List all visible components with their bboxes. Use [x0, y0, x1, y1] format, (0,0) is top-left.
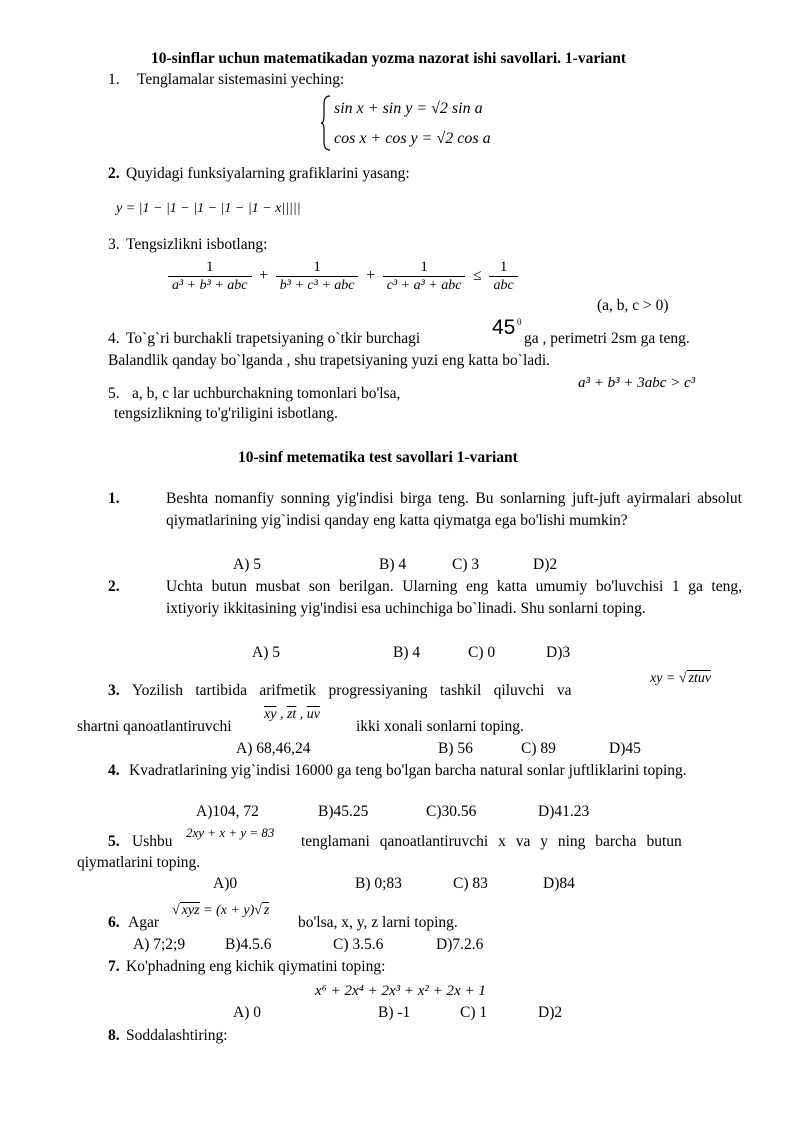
test-q1-option-a: A) 5	[233, 556, 261, 573]
written-q1-text: Tenglamalar sistemasini yeching:	[137, 71, 345, 88]
test-q7-option-c: C) 1	[460, 1004, 488, 1021]
test-q1-number: 1.	[108, 490, 120, 507]
fraction-4: $\frac{1}{\text{abc}}$	[489, 258, 517, 295]
less-equal-sign: ≤	[469, 267, 486, 285]
test-q7-number: 7.	[108, 958, 120, 975]
test-q2-number: 2.	[108, 578, 120, 595]
test-title: 10-sinf metematika test savollari 1-variant	[238, 449, 518, 466]
test-q3-formula: xy = √ ztuv	[650, 671, 712, 686]
test-q6-text-1: Agar	[128, 914, 159, 931]
test-q4-number: 4.	[108, 762, 120, 779]
test-q5-formula: 2xy + x + y = 83	[186, 825, 275, 840]
written-q1-number: 1.	[108, 71, 120, 88]
test-q3-text-1: Yozilish tartibida arifmetik progressiyaning tashkil qiluvchi va	[132, 682, 572, 699]
fraction-1: $\frac{1}{\text{a³ + b³ + abc}}$	[168, 258, 252, 295]
written-q4-text-2: ga , perimetri 2sm ga teng.	[524, 330, 690, 347]
test-q6-formula: √ xyz = (x + y)√ z	[172, 903, 270, 918]
test-q5-text-2b: qiymatlarini toping.	[77, 854, 201, 871]
test-q7-option-b: B) -1	[378, 1004, 411, 1021]
test-q1-option-c: C) 3	[452, 556, 480, 573]
test-q7-formula: x⁶ + 2x⁴ + 2x³ + x² + 2x + 1	[315, 983, 486, 999]
test-q5-option-b: B) 0;83	[355, 875, 402, 892]
test-q3-text-2a: shartni qanoatlantiruvchi	[77, 718, 232, 735]
test-q6-option-b: B)4.5.6	[225, 936, 272, 953]
test-q6-option-a: A) 7;2;9	[133, 936, 186, 953]
written-q5-text-2: tengsizlikning to'g'riligini isbotlang.	[114, 405, 338, 422]
test-q1-option-b: B) 4	[379, 556, 407, 573]
test-q4-option-a: A)104, 72	[196, 803, 259, 820]
test-q2-option-b: B) 4	[393, 644, 421, 661]
plus-sign: +	[362, 267, 379, 285]
written-q3-number: 3.	[108, 236, 120, 253]
test-q4-option-c: C)30.56	[426, 803, 477, 820]
test-q4-text: Kvadratlarining yig`indisi 16000 ga teng bo'lgan barcha natural sonlar juftliklarini toping.	[129, 762, 687, 779]
fraction-2: $\frac{1}{\text{b³ + c³ + abc}}$	[276, 258, 359, 295]
test-q2-option-a: A) 5	[252, 644, 280, 661]
test-q7-text: Ko'phadning eng kichik qiymatini toping:	[126, 958, 386, 975]
written-q5-text-1: a, b, c lar uchburchakning tomonlari bo'lsa,	[132, 385, 401, 402]
test-q7-option-d: D)2	[538, 1004, 563, 1021]
test-q4-option-b: B)45.25	[318, 803, 369, 820]
test-q1-text: Beshta nomanfiy sonning yig'indisi birga teng. Bu sonlarning juft-juft ayirmalari absolut qiymatlarining yig`indisi qanday eng katta qiymatga ega bo'lishi mumkin?	[166, 490, 742, 529]
plus-sign: +	[255, 267, 272, 285]
test-q6-number: 6.	[108, 914, 120, 931]
system-equation-2: cos x + cos y = √2 cos a	[334, 130, 491, 147]
nested-abs-formula: y = |1 − |1 − |1 − |1 − |1 − x|||||	[116, 201, 301, 216]
test-q3-option-c: C) 89	[521, 740, 556, 757]
written-q3-text: Tengsizlikni isbotlang:	[126, 236, 268, 253]
test-q5-text-2a: tenglamani qanoatlantiruvchi x va y ning barcha butun	[301, 833, 682, 850]
test-q5-text-1: Ushbu	[132, 833, 173, 850]
angle-value: 45	[492, 316, 516, 339]
inequality-formula	[168, 258, 518, 295]
written-q2-number: 2.	[108, 165, 120, 182]
test-q3-option-d: D)45	[609, 740, 641, 757]
written-q4-text-1: To`g`ri burchakli trapetsiyaning o`tkir burchagi	[126, 330, 421, 347]
test-q2-option-d: D)3	[546, 644, 571, 661]
test-q2-option-c: C) 0	[468, 644, 496, 661]
written-q4-text-3: Balandlik qanday bo`lganda , shu trapetsiyaning yuzi eng katta bo`ladi.	[108, 352, 551, 369]
fraction-3: $\frac{1}{\text{c³ + a³ + abc}}$	[383, 258, 466, 295]
written-q2-text: Quyidagi funksiyalarning grafiklarini yasang:	[126, 165, 410, 182]
test-q3-option-b: B) 56	[438, 740, 473, 757]
inequality-condition: (a, b, c > 0)	[597, 297, 669, 314]
test-q8-text: Soddalashtiring:	[126, 1027, 228, 1044]
triangle-inequality-formula: a³ + b³ + 3abc > c³	[578, 375, 696, 391]
test-q7-option-a: A) 0	[233, 1004, 261, 1021]
test-q5-number: 5.	[108, 833, 120, 850]
test-q6-option-d: D)7.2.6	[436, 936, 484, 953]
test-q3-number: 3.	[108, 682, 120, 699]
page-title: 10-sinflar uchun matematikadan yozma nazorat ishi savollari. 1-variant	[151, 50, 627, 67]
system-brace	[320, 94, 332, 152]
test-q6-text-2: bo'lsa, x, y, z larni toping.	[298, 914, 458, 931]
test-q1-option-d: D)2	[533, 556, 558, 573]
degree-mark: 0	[517, 317, 522, 327]
test-q5-option-a: A)0	[213, 875, 238, 892]
test-q4-option-d: D)41.23	[538, 803, 590, 820]
test-q3-option-a: A) 68,46,24	[236, 740, 311, 757]
test-q5-option-c: C) 83	[453, 875, 488, 892]
written-q5-number: 5.	[108, 385, 120, 402]
system-equation-1: sin x + sin y = √2 sin a	[334, 100, 483, 117]
written-q4-number: 4.	[108, 330, 120, 347]
test-q5-option-d: D)84	[543, 875, 575, 892]
test-q3-pairs: $\overline{xy}$ , $\overline{zt}$ , $\overline{uv}$	[264, 707, 320, 722]
test-q3-text-2b: ikki xonali sonlarni toping.	[356, 718, 524, 735]
test-q8-number: 8.	[108, 1027, 120, 1044]
test-q6-option-c: C) 3.5.6	[333, 936, 384, 953]
test-q2-text: Uchta butun musbat son berilgan. Ularning eng katta umumiy bo'luvchisi 1 ga teng, ixtiyoriy ikkitasining yig'indisi esa uchinchiga bo`linadi. Shu sonlarni toping.	[166, 578, 742, 617]
